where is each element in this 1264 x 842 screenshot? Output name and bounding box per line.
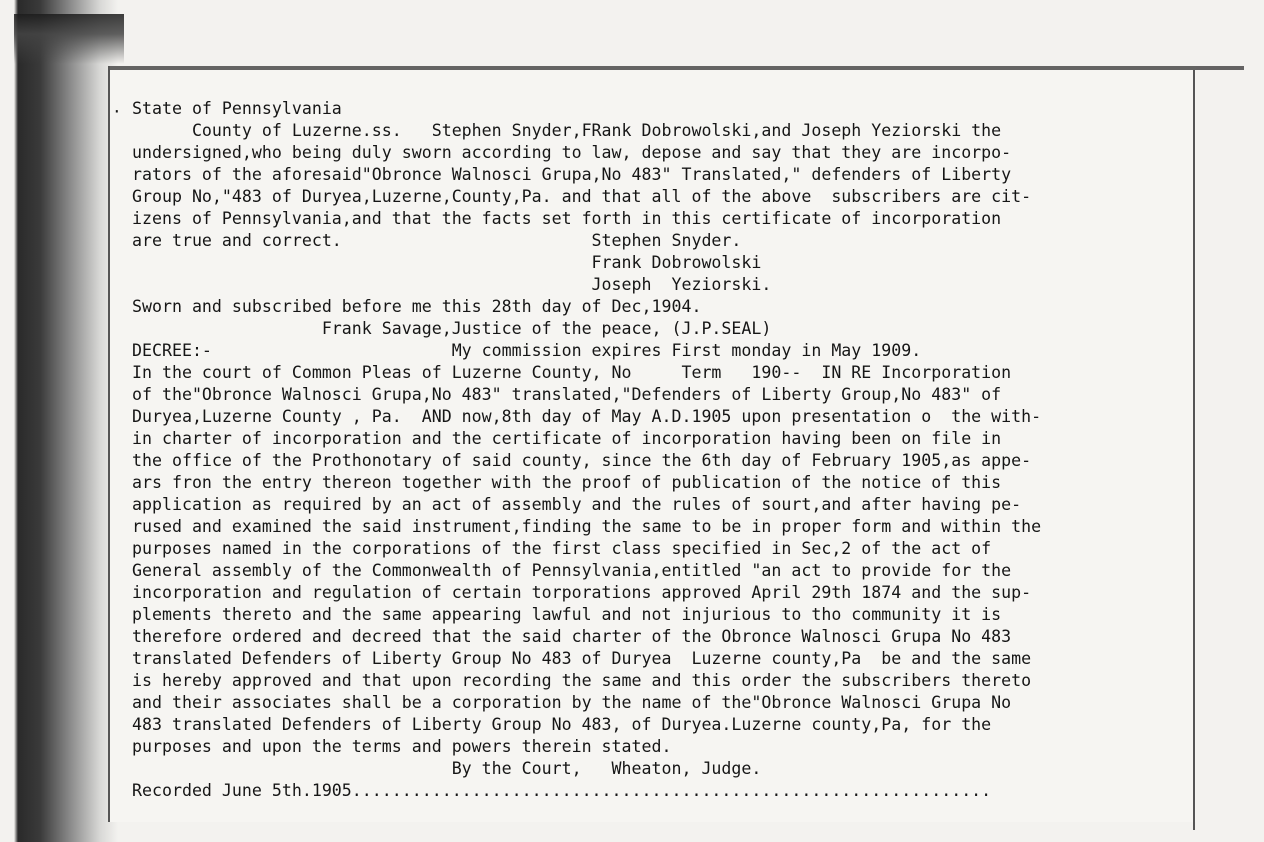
- document-line: Joseph Yeziorski.: [132, 275, 772, 294]
- document-line: 483 translated Defenders of Liberty Group No 483, of Duryea.Luzerne county,Pa, for the: [132, 715, 992, 734]
- document-line: incorporation and regulation of certain torporations approved April 29th 1874 and the sup-: [132, 583, 1032, 602]
- document-line: DECREE:- My commission expires First monday in May 1909.: [132, 341, 922, 360]
- document-line: Duryea,Luzerne County , Pa. AND now,8th day of May A.D.1905 upon presentation o the with-: [132, 407, 1042, 426]
- document-line: translated Defenders of Liberty Group No 483 of Duryea Luzerne county,Pa be and the same: [132, 649, 1032, 668]
- document-line: Recorded June 5th.1905................................................................: [132, 781, 992, 800]
- document-line: rators of the aforesaid"Obronce Walnosci Grupa,No 483" Translated," defenders of Liberty: [132, 165, 1012, 184]
- document-line: In the court of Common Pleas of Luzerne County, No Term 190-- IN RE Incorporation: [132, 363, 1012, 382]
- document-line: rused and examined the said instrument,finding the same to be in proper form and within the: [132, 517, 1042, 536]
- top-border-rule: [108, 66, 1244, 70]
- document-line: By the Court, Wheaton, Judge.: [132, 759, 762, 778]
- document-line: Frank Savage,Justice of the peace, (J.P.SEAL): [132, 319, 772, 338]
- document-line: Sworn and subscribed before me this 28th day of Dec,1904.: [132, 297, 702, 316]
- document-line: the office of the Prothonotary of said county, since the 6th day of February 1905,as appe-: [132, 451, 1032, 470]
- document-line: in charter of incorporation and the certificate of incorporation having been on file in: [132, 429, 1002, 448]
- document-line: State of Pennsylvania: [132, 99, 342, 118]
- scan-shadow-edge: [0, 0, 118, 842]
- document-line: application as required by an act of assembly and the rules of sourt,and after having pe-: [132, 495, 1022, 514]
- document-line: undersigned,who being duly sworn according to law, depose and say that they are incorpo-: [132, 143, 1012, 162]
- scan-shadow-corner: [14, 14, 124, 64]
- document-line: plements thereto and the same appearing lawful and not injurious to tho community it is: [132, 605, 1002, 624]
- document-line: is hereby approved and that upon recording the same and this order the subscribers thereto: [132, 671, 1032, 690]
- document-line: purposes named in the corporations of the first class specified in Sec,2 of the act of: [132, 539, 992, 558]
- document-line: of the"Obronce Walnosci Grupa,No 483" translated,"Defenders of Liberty Group,No 483" of: [132, 385, 1002, 404]
- document-line: Group No,"483 of Duryea,Luzerne,County,Pa. and that all of the above subscribers are cit-: [132, 187, 1032, 206]
- margin-bullet-mark: ·: [112, 102, 122, 121]
- document-line: Frank Dobrowolski: [132, 253, 762, 272]
- document-line: General assembly of the Commonwealth of Pennsylvania,entitled "an act to provide for the: [132, 561, 1012, 580]
- document-line: and their associates shall be a corporation by the name of the"Obronce Walnosci Grupa No: [132, 693, 1012, 712]
- document-line: purposes and upon the terms and powers therein stated.: [132, 737, 672, 756]
- typewritten-text-block: [132, 98, 1194, 802]
- left-margin-rule: [108, 66, 110, 822]
- document-line: are true and correct. Stephen Snyder.: [132, 231, 742, 250]
- document-line: ars fron the entry thereon together with the proof of publication of the notice of this: [132, 473, 1002, 492]
- document-line: izens of Pennsylvania,and that the facts set forth in this certificate of incorporation: [132, 209, 1002, 228]
- document-line: County of Luzerne.ss. Stephen Snyder,FRank Dobrowolski,and Joseph Yeziorski the: [132, 121, 1002, 140]
- document-line: therefore ordered and decreed that the said charter of the Obronce Walnosci Grupa No 483: [132, 627, 1012, 646]
